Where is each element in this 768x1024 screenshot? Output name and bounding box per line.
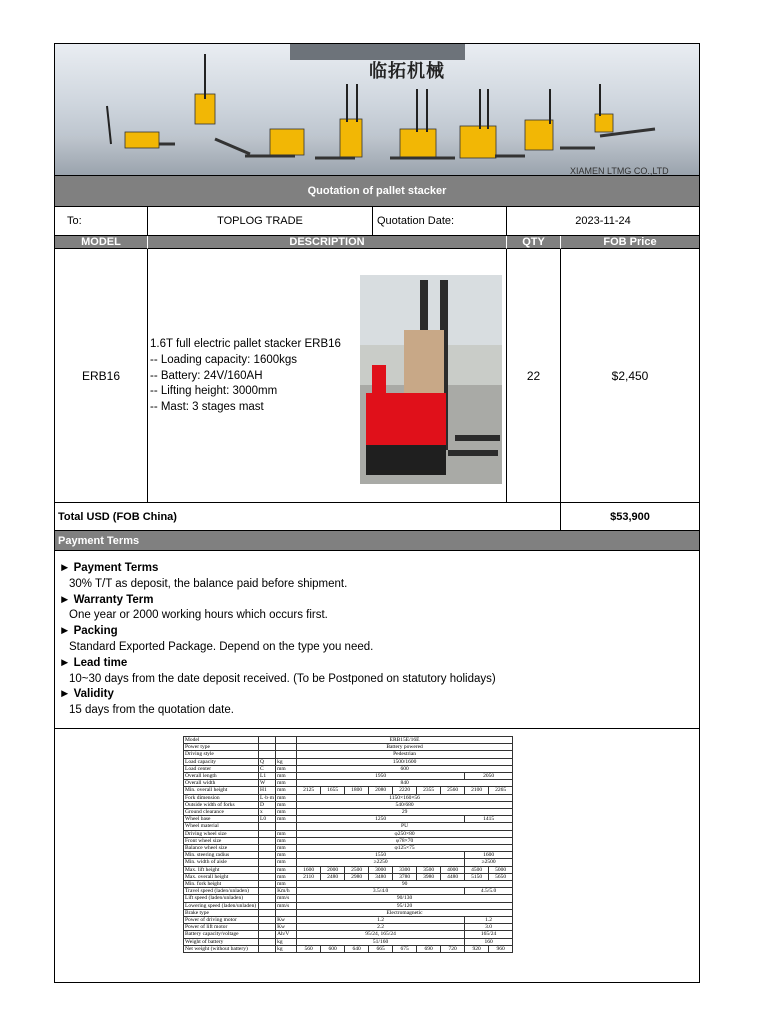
- spec-unit: mm: [276, 809, 297, 816]
- spec-symbol: [259, 945, 276, 952]
- spec-value: Electromagnetic: [297, 909, 513, 916]
- spec-value: 1600: [297, 866, 321, 873]
- term-payment: [59, 561, 695, 593]
- spec-value: 920: [465, 945, 489, 952]
- term-heading: ► Payment Terms: [59, 562, 159, 574]
- spec-value: 600: [297, 765, 513, 772]
- spec-value: 2355: [417, 787, 441, 794]
- term-heading: ► Packing: [59, 625, 118, 638]
- spec-param: Driving wheel size: [184, 830, 259, 837]
- term-heading: ► Lead time: [59, 656, 128, 669]
- spec-symbol: [259, 924, 276, 931]
- quotation-title: Quotation of pallet stacker: [55, 175, 699, 207]
- company-name-en: XIAMEN LTMG CO.,LTD: [570, 166, 669, 175]
- spec-value: 165/24: [465, 931, 513, 938]
- spec-row: [184, 751, 513, 758]
- spec-symbol: [259, 938, 276, 945]
- spec-value: 4.5/5.0: [465, 888, 513, 895]
- terms-section: [59, 561, 695, 719]
- spec-value: Pedestrian: [297, 751, 513, 758]
- spec-param: Lowering speed (laden/unladen): [184, 902, 259, 909]
- spec-value: 1600: [465, 852, 513, 859]
- banner-image: [55, 44, 699, 175]
- spec-unit: Km/h: [276, 888, 297, 895]
- term-text: One year or 2000 working hours which occurs first.: [69, 609, 328, 622]
- spec-symbol: [259, 744, 276, 751]
- spec-unit: mm: [276, 837, 297, 844]
- spec-param: Travel speed (laden/unladen): [184, 888, 259, 895]
- column-header-qty: QTY: [507, 236, 561, 249]
- spec-value: 1800: [345, 787, 369, 794]
- spec-symbol: [259, 909, 276, 916]
- spec-symbol: D: [259, 801, 276, 808]
- quotation-date-label: Quotation Date:: [373, 207, 507, 236]
- spec-row: [184, 816, 513, 823]
- term-packing: [59, 624, 695, 656]
- spec-value: 1550: [297, 852, 465, 859]
- spec-value: 2480: [321, 873, 345, 880]
- spec-unit: Kw: [276, 924, 297, 931]
- spec-value: 2500: [345, 866, 369, 873]
- item-description: 1.6T full electric pallet stacker ERB16 -- Loading capacity: 1600kgs -- Battery: 24V/160AH -- Lifting height: 3000mm -- Mast: 3 stages mast: [150, 338, 341, 414]
- spec-symbol: L1: [259, 773, 276, 780]
- spec-row: [184, 866, 513, 873]
- spec-param: Overall length: [184, 773, 259, 780]
- spec-unit: Kw: [276, 917, 297, 924]
- spec-unit: [276, 751, 297, 758]
- spec-row: [184, 809, 513, 816]
- spec-param: Overall width: [184, 780, 259, 787]
- spec-value: 1950: [297, 773, 465, 780]
- spec-value: 4480: [441, 873, 465, 880]
- spec-param: Min. width of aisle: [184, 859, 259, 866]
- spec-row: [184, 909, 513, 916]
- spec-value: 840: [297, 780, 513, 787]
- term-heading: ► Validity: [59, 688, 114, 701]
- spec-unit: mm: [276, 881, 297, 888]
- spec-value: φ125×75: [297, 845, 513, 852]
- spec-row: [184, 801, 513, 808]
- spec-unit: mm: [276, 816, 297, 823]
- spec-row: [184, 852, 513, 859]
- product-photo: [360, 275, 502, 484]
- spec-unit: [276, 737, 297, 744]
- spec-param: Balance wheel size: [184, 845, 259, 852]
- to-label: To:: [55, 207, 148, 236]
- spec-row: [184, 859, 513, 866]
- spec-unit: Ah/V: [276, 931, 297, 938]
- spec-symbol: W: [259, 780, 276, 787]
- spec-value: 3000: [369, 866, 393, 873]
- spec-value: 640: [345, 945, 369, 952]
- spec-value: ≥2500: [465, 859, 513, 866]
- spec-param: Outside width of forks: [184, 801, 259, 808]
- spec-value: 3980: [417, 873, 441, 880]
- spec-value: 1150×160×56: [297, 794, 513, 801]
- spec-row: [184, 765, 513, 772]
- spec-value: Battery powered: [297, 744, 513, 751]
- spec-symbol: [259, 895, 276, 902]
- spec-symbol: [259, 902, 276, 909]
- spec-value: 4500: [465, 866, 489, 873]
- spec-value: 1655: [321, 787, 345, 794]
- spec-value: 5150: [465, 873, 489, 880]
- spec-symbol: H1: [259, 787, 276, 794]
- item-price: $2,450: [561, 249, 699, 503]
- spec-value: 2100: [465, 787, 489, 794]
- term-text: Standard Exported Package. Depend on the type you need.: [69, 640, 374, 653]
- spec-unit: mm/s: [276, 902, 297, 909]
- spec-unit: mm: [276, 787, 297, 794]
- spec-value: 1500/1600: [297, 758, 513, 765]
- term-text: 15 days from the quotation date.: [69, 704, 234, 717]
- spec-value: φ250×80: [297, 830, 513, 837]
- spec-row: [184, 938, 513, 945]
- term-validity: [59, 687, 695, 719]
- spec-unit: mm: [276, 852, 297, 859]
- spec-value: 5650: [489, 873, 513, 880]
- term-heading: ► Warranty Term: [59, 593, 154, 606]
- spec-value: 2125: [297, 787, 321, 794]
- spec-param: Min. fork height: [184, 881, 259, 888]
- to-value: TOPLOG TRADE: [148, 207, 373, 236]
- spec-param: Power type: [184, 744, 259, 751]
- item-model: ERB16: [55, 249, 148, 503]
- spec-value: 90/130: [297, 895, 513, 902]
- spec-param: Ground clearance: [184, 809, 259, 816]
- spec-row: [184, 845, 513, 852]
- spec-unit: mm: [276, 845, 297, 852]
- spec-value: 3500: [417, 866, 441, 873]
- spec-row: [184, 873, 513, 880]
- spec-value: ERB15E/16E: [297, 737, 513, 744]
- spec-value: 960: [489, 945, 513, 952]
- spec-value: 1.2: [297, 917, 465, 924]
- payment-terms-header: Payment Terms: [55, 531, 699, 551]
- spec-symbol: [259, 931, 276, 938]
- spec-value: 1415: [465, 816, 513, 823]
- spec-symbol: [259, 737, 276, 744]
- spec-symbol: [259, 837, 276, 844]
- spec-value: 3.0: [465, 924, 513, 931]
- spec-value: 2080: [369, 787, 393, 794]
- spec-value: 690: [417, 945, 441, 952]
- spec-value: 560: [297, 945, 321, 952]
- quotation-sheet: [54, 43, 700, 983]
- spec-unit: mm/s: [276, 895, 297, 902]
- spec-unit: mm: [276, 801, 297, 808]
- spec-value: 160: [465, 938, 513, 945]
- divider: [55, 728, 699, 729]
- spec-param: Power of lift motor: [184, 924, 259, 931]
- spec-param: Fork dimension: [184, 794, 259, 801]
- spec-value: ≥2250: [297, 859, 465, 866]
- spec-value: 600: [321, 945, 345, 952]
- spec-symbol: x: [259, 809, 276, 816]
- spec-symbol: L·b·m: [260, 794, 275, 801]
- spec-param: Max. overall height: [184, 873, 259, 880]
- column-header-fob-price: FOB Price: [561, 236, 699, 249]
- spec-row: [184, 895, 513, 902]
- spec-row: [184, 837, 513, 844]
- spec-unit: kg: [276, 758, 297, 765]
- forklift-lineup-illustration: [55, 44, 699, 175]
- spec-value: 540/680: [297, 801, 513, 808]
- spec-unit: mm: [276, 830, 297, 837]
- spec-param: Min. steering radius: [184, 852, 259, 859]
- term-warranty: [59, 593, 695, 625]
- spec-param: Wheel base: [184, 816, 259, 823]
- term-text: 10~30 days from the date deposit received. (To be Postponed on statutory holidays): [69, 672, 496, 685]
- spec-value: 5000: [489, 866, 513, 873]
- spec-row: [184, 787, 513, 794]
- spec-row: [184, 744, 513, 751]
- spec-unit: mm: [276, 794, 297, 801]
- spec-value: 3.5/4.0: [297, 888, 465, 895]
- spec-value: 3480: [369, 873, 393, 880]
- spec-value: 3300: [393, 866, 417, 873]
- spec-param: Battery capacity/voltage: [184, 931, 259, 938]
- spec-value: 2110: [297, 873, 321, 880]
- spec-value: 4000: [441, 866, 465, 873]
- spec-row: [184, 780, 513, 787]
- spec-value: 2000: [321, 866, 345, 873]
- spec-param: Weight of battery: [184, 938, 259, 945]
- spec-symbol: [259, 830, 276, 837]
- spec-symbol: [259, 866, 276, 873]
- spec-symbol: [259, 852, 276, 859]
- spec-row: [184, 794, 513, 801]
- spec-symbol: [259, 823, 276, 830]
- spec-row: [184, 931, 513, 938]
- spec-symbol: [259, 917, 276, 924]
- spec-value: 51/160: [297, 938, 465, 945]
- spec-value: 675: [393, 945, 417, 952]
- spec-symbol: [259, 888, 276, 895]
- item-qty: 22: [507, 249, 561, 503]
- total-value: $53,900: [561, 503, 699, 531]
- spec-param: Model: [184, 737, 259, 744]
- spec-param: Load capacity: [184, 758, 259, 765]
- term-lead-time: [59, 656, 695, 688]
- spec-value: 720: [441, 945, 465, 952]
- item-description-cell: [148, 249, 507, 503]
- spec-param: Brake type: [184, 909, 259, 916]
- spec-value: 1250: [297, 816, 465, 823]
- spec-unit: kg: [276, 945, 297, 952]
- spec-value: 95/24, 165/24: [297, 931, 465, 938]
- spec-param: Wheel material: [184, 823, 259, 830]
- spec-symbol: [259, 859, 276, 866]
- company-name-cn: 临拓机械: [369, 61, 445, 82]
- spec-row: [184, 902, 513, 909]
- spec-table: [183, 736, 513, 953]
- spec-symbol: Q: [259, 758, 276, 765]
- spec-row: [184, 945, 513, 952]
- spec-value: 95/120: [297, 902, 513, 909]
- spec-symbol: L0: [259, 816, 276, 823]
- spec-value: φ78×70: [297, 837, 513, 844]
- spec-value: 2980: [345, 873, 369, 880]
- spec-row: [184, 823, 513, 830]
- term-text: 30% T/T as deposit, the balance paid before shipment.: [69, 577, 348, 590]
- spec-symbol: [259, 873, 276, 880]
- spec-param: Front wheel size: [184, 837, 259, 844]
- spec-param: Power of driving motor: [184, 917, 259, 924]
- spec-row: [184, 830, 513, 837]
- spec-symbol: [259, 751, 276, 758]
- spec-value: 3780: [393, 873, 417, 880]
- spec-row: [184, 773, 513, 780]
- spec-unit: mm: [276, 765, 297, 772]
- spec-unit: [276, 744, 297, 751]
- spec-value: 2050: [465, 773, 513, 780]
- spec-value: PU: [297, 823, 513, 830]
- spec-value: 665: [369, 945, 393, 952]
- spec-row: [184, 917, 513, 924]
- spec-symbol: [259, 881, 276, 888]
- spec-unit: mm: [276, 780, 297, 787]
- spec-value: 2265: [489, 787, 513, 794]
- spec-row: [184, 737, 513, 744]
- spec-param: Net weight (without battery): [184, 945, 259, 952]
- spec-param: Max. lift height: [184, 866, 259, 873]
- spec-unit: kg: [276, 938, 297, 945]
- spec-row: [184, 888, 513, 895]
- spec-value: 90: [297, 881, 513, 888]
- spec-unit: mm: [276, 773, 297, 780]
- quotation-date-value: 2023-11-24: [507, 207, 699, 236]
- spec-unit: mm: [276, 866, 297, 873]
- spec-table-container: [183, 736, 523, 953]
- spec-row: [184, 758, 513, 765]
- spec-symbol: C: [259, 765, 276, 772]
- spec-unit: [276, 909, 297, 916]
- column-header-description: DESCRIPTION: [148, 236, 507, 249]
- spec-value: 29: [297, 809, 513, 816]
- spec-value: 1.2: [465, 917, 513, 924]
- spec-symbol: [259, 845, 276, 852]
- spec-row: [184, 924, 513, 931]
- spec-unit: [276, 823, 297, 830]
- spec-unit: mm: [276, 873, 297, 880]
- spec-param: Min. overall height: [184, 787, 259, 794]
- column-header-model: MODEL: [55, 236, 148, 249]
- spec-param: Lift speed (laden/unladen): [184, 895, 259, 902]
- spec-param: Load center: [184, 765, 259, 772]
- spec-row: [184, 881, 513, 888]
- spec-value: 2220: [393, 787, 417, 794]
- spec-param: Driving style: [184, 751, 259, 758]
- spec-value: 2560: [441, 787, 465, 794]
- spec-value: 2.2: [297, 924, 465, 931]
- total-label: Total USD (FOB China): [55, 503, 561, 531]
- spec-unit: mm: [276, 859, 297, 866]
